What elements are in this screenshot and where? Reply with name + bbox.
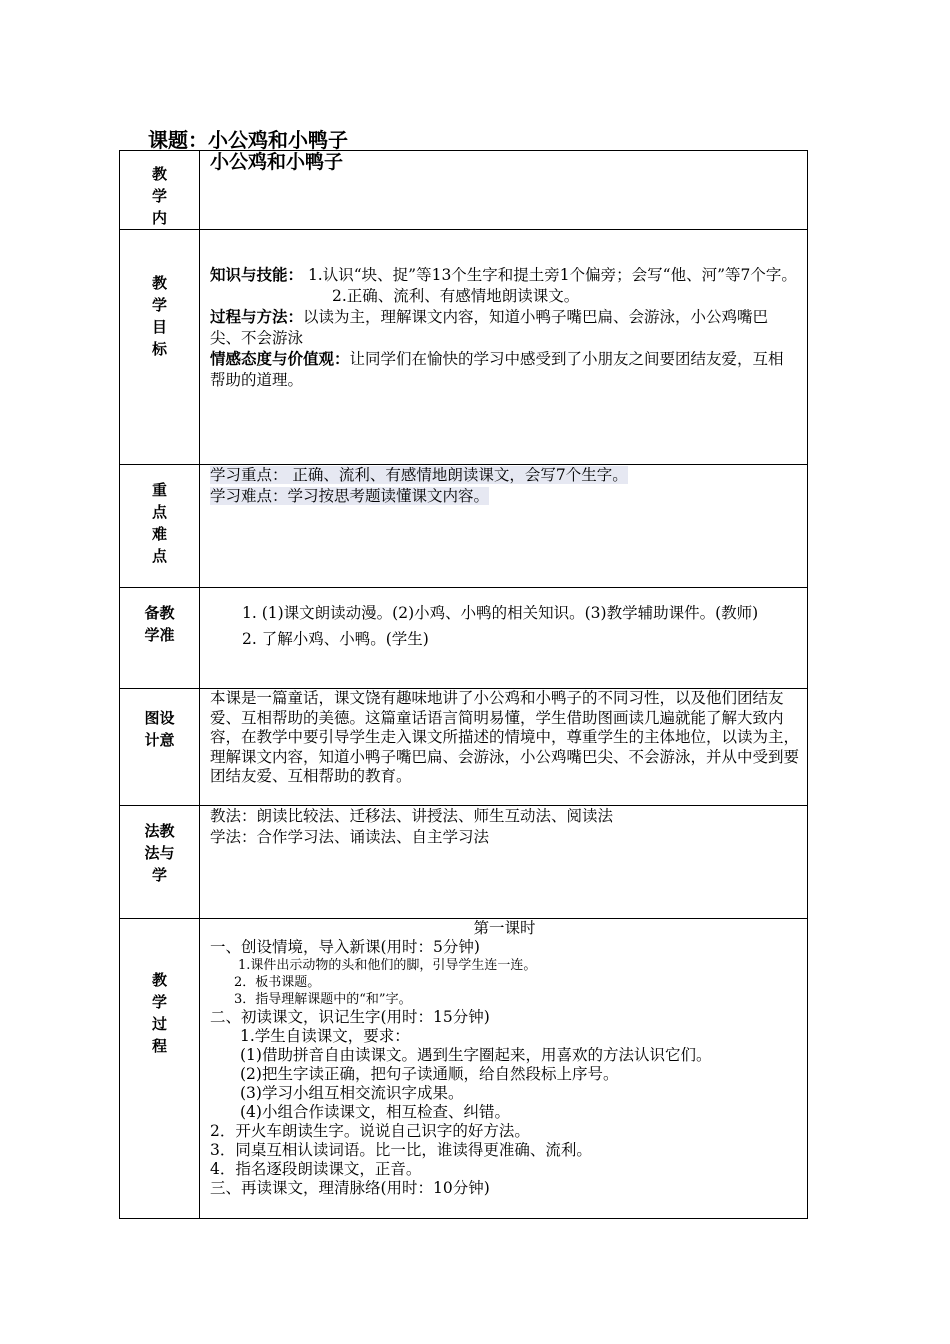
key-focus-text: 学习重点： 正确、流利、有感情地朗读课文，会写7个生字。 [210,466,628,484]
row-methods [120,806,808,919]
process-s3: 三、再读课文，理清脉络(用时：10分钟) [210,1179,490,1197]
row-key-points [120,465,808,588]
label-methods [120,806,200,919]
objective-knowledge-text: 1.认识“块、捉”等13个生字和提土旁1个偏旁；会写“他、河”等7个字。 [303,266,797,284]
label-objectives [120,230,200,465]
label-objectives-text: 教学目标 [151,274,167,358]
label-content-text: 教学内 [151,165,167,227]
label-content [120,151,200,230]
prep-cell [200,588,808,689]
design-text: 本课是一篇童话，课文饶有趣味地讲了小公鸡和小鸭子的不同习性，以及他们团结友爱、互相帮助的美德。这篇童话语言简明易懂，学生借助图画读几遍就能了解大致内容，在教学中要引导学生走入课文所描述的情境中，尊重学生的主体地位，以读为主，理解课文内容，知道小鸭子嘴巴扁、会游泳，小公鸡嘴巴尖、不会游泳，并从中受到要团结友爱、互相帮助的教育。 [210,689,800,785]
process-s2-1c: (3)学习小组互相交流识字成果。 [240,1084,464,1102]
page-title: 课题：小公鸡和小鸭子 [148,128,348,152]
objective-emotion-text: 让同学们在愉快的学习中感受到了小朋友之间要团结友爱，互相帮助的道理。 [210,350,784,389]
design-cell [200,689,808,806]
content-cell [200,151,808,230]
process-cell [200,919,808,1219]
label-process [120,919,200,1219]
lesson-title: 小公鸡和小鸭子 [210,151,344,173]
label-key [120,465,200,588]
label-methods-text: 法教法与学 [144,822,175,884]
process-s2-2: 2．开火车朗读生字。说说自己识字的好方法。 [210,1122,530,1140]
objective-process [210,307,799,349]
key-cell [200,465,808,588]
process-s1: 一、创设情境，导入新课(用时：5分钟) [210,938,480,956]
label-design-text: 图设计意 [144,709,175,749]
objective-knowledge-2: 2.正确、流利、有感情地朗读课文。 [332,287,580,305]
row-preparation [120,588,808,689]
process-s2-4: 4．指名逐段朗读课文，正音。 [210,1160,422,1178]
prep-line-1: 1. (1)课文朗读动漫。(2)小鸡、小鸭的相关知识。(3)教学辅助课件。(教师) [242,604,759,622]
methods-teach: 教法：朗读比较法、迁移法、讲授法、师生互动法、阅读法 [210,807,614,825]
methods-cell [200,806,808,919]
process-s2: 二、初读课文，识记生字(用时：15分钟) [210,1008,490,1026]
label-prep-text: 备教学准 [144,604,175,644]
process-lesson: 第一课时 [473,919,536,937]
key-difficulty-text: 学习难点：学习按思考题读懂课文内容。 [210,487,490,505]
row-content [120,151,808,230]
process-s1-2: 2．板书课题。 [234,975,321,990]
process-s2-3: 3．同桌互相认读词语。比一比，谁读得更准确、流利。 [210,1141,592,1159]
row-process [120,919,808,1219]
objective-emotion [210,349,799,391]
prep-line-2: 2. 了解小鸡、小鸭。(学生) [242,630,429,648]
key-difficulty [210,486,799,507]
objective-knowledge-label: 知识与技能： [210,266,304,284]
label-design [120,689,200,806]
row-design [120,689,808,806]
objectives-cell [200,230,808,465]
lesson-plan-table [119,150,808,1219]
process-s1-3: 3．指导理解课题中的“和”字。 [234,992,412,1007]
process-s2-1a: (1)借助拼音自由读课文。遇到生字圈起来，用喜欢的方法认识它们。 [240,1046,712,1064]
label-prep [120,588,200,689]
objective-emotion-label: 情感态度与价值观： [210,350,350,368]
process-s1-1: 1.课件出示动物的头和他们的脚，引导学生连一连。 [238,958,537,973]
process-s2-1: 1.学生自读课文，要求： [240,1027,410,1045]
methods-learn: 学法：合作学习法、诵读法、自主学习法 [210,828,490,846]
objective-process-label: 过程与方法： [210,308,304,326]
key-focus [210,465,799,486]
label-key-text: 重点难点 [151,481,167,565]
process-s2-1b: (2)把生字读正确，把句子读通顺，给自然段标上序号。 [240,1065,619,1083]
label-process-text: 教学过程 [151,971,167,1055]
objective-knowledge [210,265,799,286]
process-s2-1d: (4)小组合作读课文，相互检查、纠错。 [240,1103,510,1121]
objective-process-text: 以读为主，理解课文内容，知道小鸭子嘴巴扁、会游泳，小公鸡嘴巴尖、不会游泳 [210,308,769,347]
row-objectives [120,230,808,465]
